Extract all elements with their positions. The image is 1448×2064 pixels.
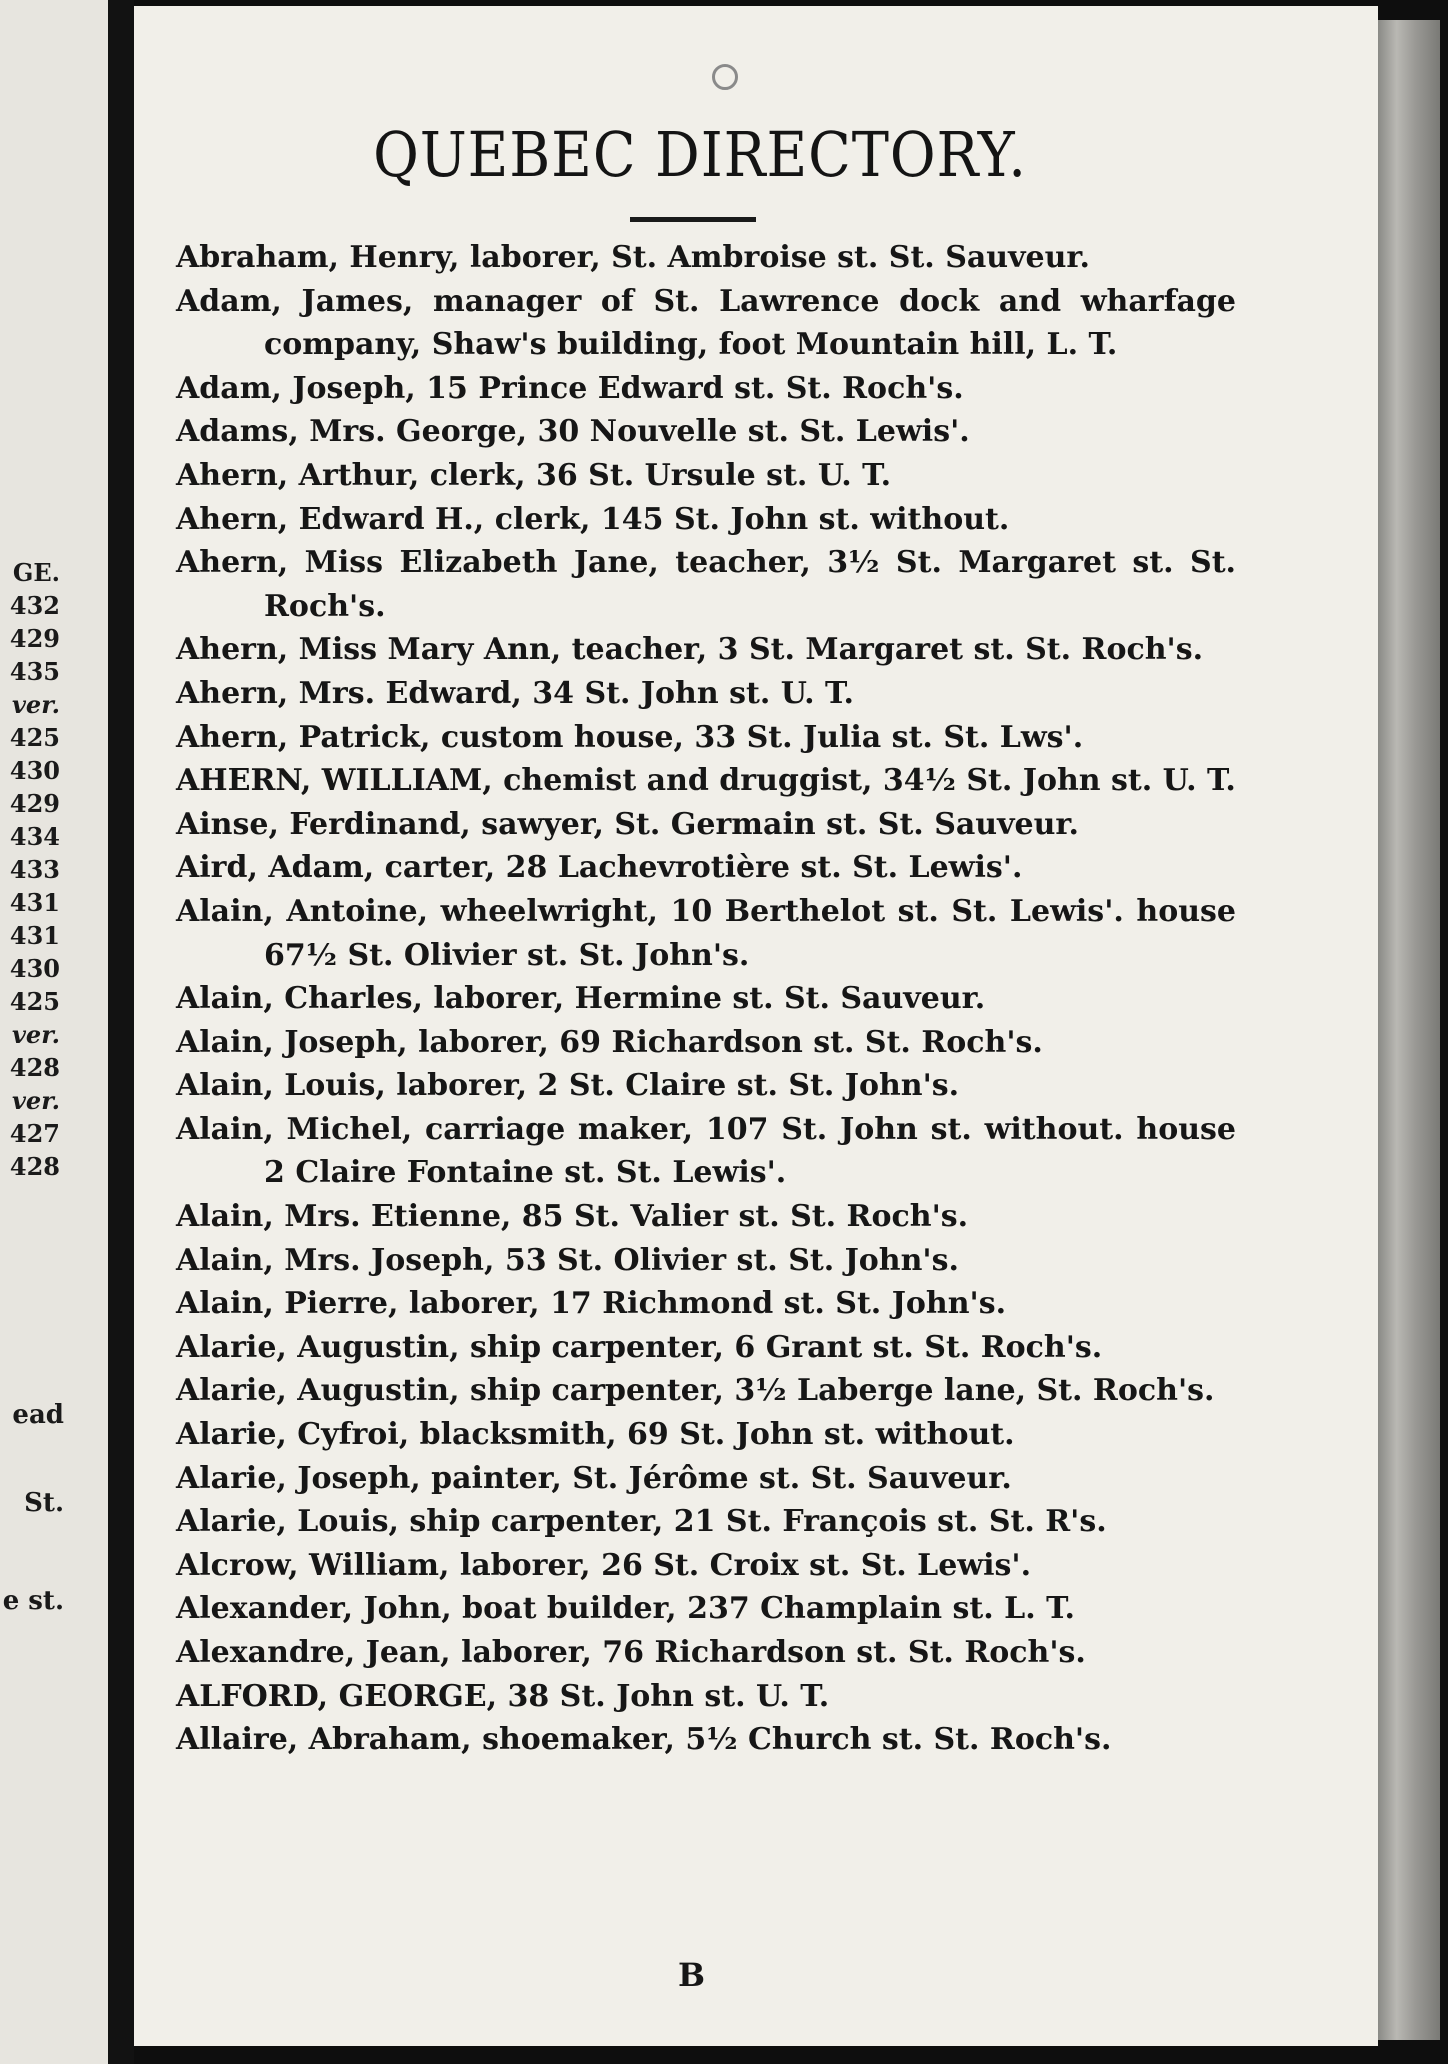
fragment-text: 429: [9, 789, 60, 818]
circle-mark-icon: [712, 64, 738, 90]
fragment-text: ead: [12, 1400, 64, 1430]
directory-entry: Alain, Pierre, laborer, 17 Richmond st. St. John's.: [176, 1286, 1007, 1322]
directory-entry: Alarie, Cyfroi, blacksmith, 69 St. John st. without.: [176, 1417, 1015, 1453]
directory-entry: Alcrow, William, laborer, 26 St. Croix st. St. Lewis'.: [176, 1547, 1032, 1583]
directory-entry: Allaire, Abraham, shoemaker, 5½ Church st. St. Roch's.: [176, 1722, 1112, 1758]
directory-entry: Ahern, Mrs. Edward, 34 St. John st. U. T.: [176, 675, 854, 711]
directory-entry: Adams, Mrs. George, 30 Nouvelle st. St. Lewis'.: [176, 414, 970, 450]
fragment-text: ver.: [11, 1020, 60, 1049]
book-gutter: [108, 0, 134, 2064]
fragment-text: 435: [9, 657, 60, 686]
fragment-text: 430: [9, 756, 60, 785]
fragment-text: GE.: [12, 558, 60, 587]
directory-entry: Adam, James, manager of St. Lawrence dock and wharfage company, Shaw's building, foot Mountain hill, L. T.: [176, 283, 1236, 363]
fragment-text: ver.: [11, 690, 60, 719]
directory-entry: Alexander, John, boat builder, 237 Champlain st. L. T.: [176, 1591, 1075, 1627]
signature-mark: B: [678, 1956, 706, 1994]
directory-entry: Alarie, Louis, ship carpenter, 21 St. François st. St. R's.: [176, 1504, 1107, 1540]
fragment-text: 427: [9, 1119, 60, 1148]
fragment-text: 428: [9, 1152, 60, 1181]
fragment-text: 429: [9, 624, 60, 653]
directory-entry: Ainse, Ferdinand, sawyer, St. Germain st. St. Sauveur.: [176, 806, 1079, 842]
directory-entries: [176, 236, 1236, 1762]
adjacent-page-column: [0, 556, 60, 1183]
directory-entry: Ahern, Patrick, custom house, 33 St. Julia st. St. Lws'.: [176, 719, 1084, 755]
directory-entry: Alain, Antoine, wheelwright, 10 Berthelot st. St. Lewis'. house 67½ St. Olivier st. St. John's.: [176, 893, 1236, 973]
directory-entry: Adam, Joseph, 15 Prince Edward st. St. Roch's.: [176, 370, 964, 406]
directory-entry: Alarie, Augustin, ship carpenter, 6 Grant st. St. Roch's.: [176, 1329, 1103, 1365]
directory-entry: Alarie, Joseph, painter, St. Jérôme st. St. Sauveur.: [176, 1460, 1012, 1496]
directory-entry: Alain, Mrs. Joseph, 53 St. Olivier st. St. John's.: [176, 1242, 959, 1278]
page-title: QUEBEC DIRECTORY.: [373, 118, 1027, 191]
directory-entry: Alain, Louis, laborer, 2 St. Claire st. St. John's.: [176, 1068, 960, 1104]
directory-entry: Ahern, Miss Elizabeth Jane, teacher, 3½ St. Margaret st. St. Roch's.: [176, 545, 1236, 624]
directory-entry: Alain, Joseph, laborer, 69 Richardson st. St. Roch's.: [176, 1024, 1043, 1060]
directory-entry: Alarie, Augustin, ship carpenter, 3½ Laberge lane, St. Roch's.: [176, 1373, 1215, 1409]
directory-entry: ALFORD, GEORGE, 38 St. John st. U. T.: [176, 1678, 830, 1714]
directory-entry: Alexandre, Jean, laborer, 76 Richardson st. St. Roch's.: [176, 1635, 1086, 1670]
directory-entry: Alain, Charles, laborer, Hermine st. St. Sauveur.: [176, 981, 986, 1017]
directory-entry: Ahern, Arthur, clerk, 36 St. Ursule st. U. T.: [176, 457, 892, 493]
directory-entry: Ahern, Edward H., clerk, 145 St. John st. without.: [176, 501, 1010, 537]
fragment-text: 425: [9, 987, 60, 1016]
title-rule: [630, 217, 756, 222]
directory-entry: Alain, Michel, carriage maker, 107 St. John st. without. house 2 Claire Fontaine st. St. Lewis'.: [176, 1111, 1236, 1191]
page-edge: [1378, 20, 1440, 2040]
fragment-text: e st.: [2, 1586, 64, 1616]
fragment-text: 428: [9, 1053, 60, 1082]
fragment-text: 432: [9, 591, 60, 620]
directory-entry: AHERN, WILLIAM, chemist and druggist, 34½ St. John st. U. T.: [176, 763, 1236, 799]
fragment-text: 431: [9, 921, 60, 950]
directory-entry: Ahern, Miss Mary Ann, teacher, 3 St. Margaret st. St. Roch's.: [176, 632, 1204, 668]
fragment-text: St.: [24, 1488, 64, 1518]
directory-entry: Abraham, Henry, laborer, St. Ambroise st. St. Sauveur.: [176, 240, 1090, 275]
adjacent-page-fragment: [0, 0, 108, 2064]
directory-entry: Aird, Adam, carter, 28 Lachevrotière st. St. Lewis'.: [176, 850, 1023, 886]
fragment-text: 430: [9, 954, 60, 983]
fragment-text: ver.: [11, 1086, 60, 1115]
directory-entry: Alain, Mrs. Etienne, 85 St. Valier st. St. Roch's.: [176, 1199, 969, 1235]
fragment-text: 434: [9, 822, 60, 851]
fragment-text: 433: [9, 855, 60, 884]
fragment-text: 431: [9, 888, 60, 917]
fragment-text: 425: [9, 723, 60, 752]
